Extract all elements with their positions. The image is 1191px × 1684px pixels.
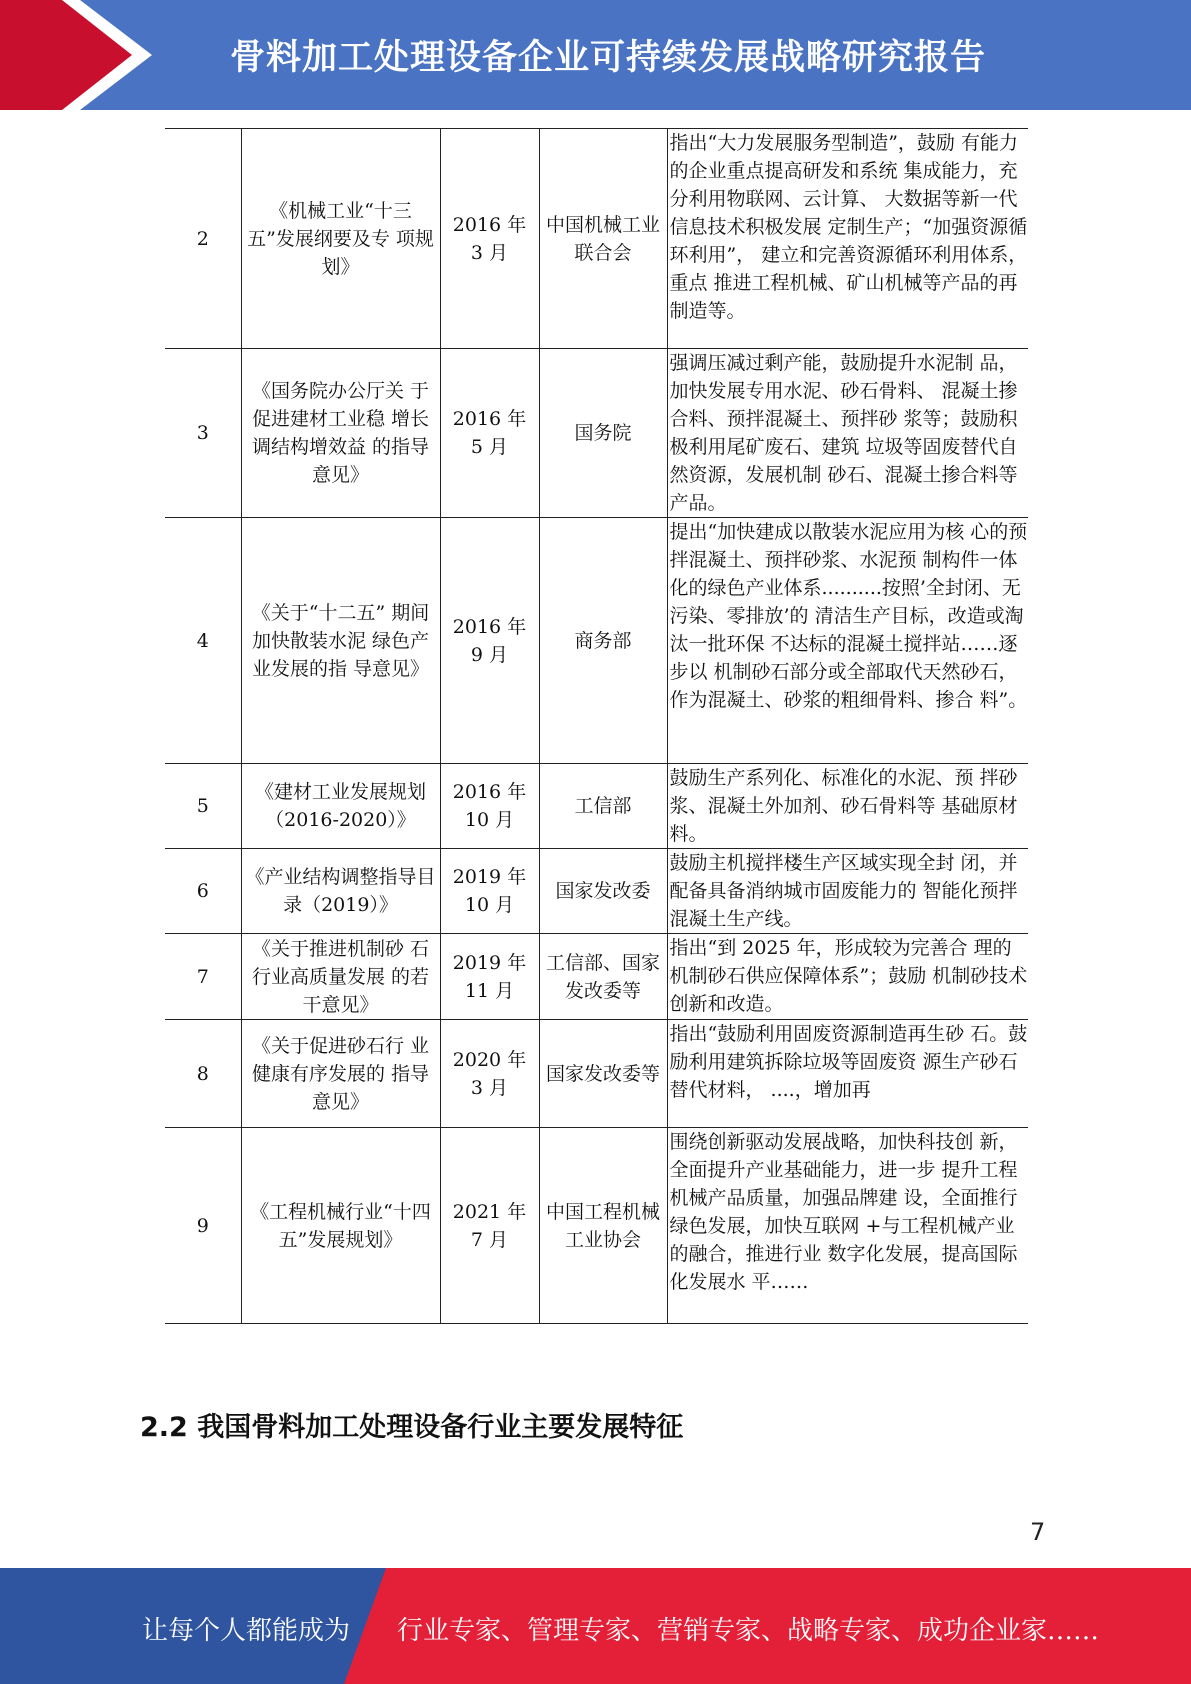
issue-date: 2021 年 7 月 (440, 1128, 539, 1324)
policy-title: 《关于促进砂石行 业健康有序发展的 指导意见》 (241, 1020, 440, 1128)
policy-content: 围绕创新驱动发展战略，加快科技创 新，全面提升产业基础能力，进一步 提升工程机械产品质量，加强品牌建 设，全面推行绿色发展，加快互联网 +与工程机械产业的融合，推进行业 数字化发展，提高国际化发展水 平…… (667, 1128, 1028, 1324)
issue-date: 2019 年 11 月 (440, 934, 539, 1020)
policy-content: 指出“鼓励利用固废资源制造再生砂 石。鼓励利用建筑拆除垃圾等固废资 源生产砂石替代材料， ....，增加再 (667, 1020, 1028, 1128)
report-title: 骨料加工处理设备企业可持续发展战略研究报告 (230, 38, 987, 78)
table-row (165, 934, 1028, 1020)
row-number: 7 (165, 934, 241, 1020)
table-row (165, 129, 1028, 349)
issuing-body: 中国工程机械工业协会 (539, 1128, 667, 1324)
footer-banner (0, 1568, 1191, 1684)
issue-date: 2016 年 5 月 (440, 349, 539, 518)
issue-date: 2016 年 10 月 (440, 764, 539, 849)
issuing-body: 国家发改委等 (539, 1020, 667, 1128)
issuing-body: 中国机械工业联合会 (539, 129, 667, 349)
issuing-body: 工信部 (539, 764, 667, 849)
policy-table (165, 128, 1028, 1324)
policy-content: 指出“到 2025 年，形成较为完善合 理的机制砂石供应保障体系”；鼓励 机制砂技术创新和改造。 (667, 934, 1028, 1020)
table-row (165, 1128, 1028, 1324)
issuing-body: 商务部 (539, 518, 667, 764)
table-row (165, 518, 1028, 764)
policy-content: 强调压减过剩产能，鼓励提升水泥制 品，加快发展专用水泥、砂石骨料、 混凝土掺合料、预拌混凝土、预拌砂 浆等；鼓励积极利用尾矿废石、建筑 垃圾等固废替代自然资源，发展机制 砂石、混凝土掺合料等产品。 (667, 349, 1028, 518)
table-row (165, 349, 1028, 518)
footer-slogan-left: 让每个人都能成为 (142, 1616, 351, 1646)
policy-title: 《关于“十二五” 期间加快散装水泥 绿色产业发展的指 导意见》 (241, 518, 440, 764)
row-number: 8 (165, 1020, 241, 1128)
policy-title: 《工程机械行业“十四五”发展规划》 (241, 1128, 440, 1324)
row-number: 6 (165, 849, 241, 934)
policy-content: 鼓励生产系列化、标准化的水泥、预 拌砂浆、混凝土外加剂、砂石骨料等 基础原材料。 (667, 764, 1028, 849)
policy-title: 《机械工业“十三五”发展纲要及专 项规划》 (241, 129, 440, 349)
header-banner (0, 0, 1191, 110)
issuing-body: 国家发改委 (539, 849, 667, 934)
table-row (165, 1020, 1028, 1128)
policy-title: 《产业结构调整指导目录（2019）》 (241, 849, 440, 934)
section-heading: 2.2 我国骨料加工处理设备行业主要发展特征 (140, 1412, 684, 1443)
footer-slogan-right: 行业专家、管理专家、营销专家、战略专家、成功企业家…… (397, 1616, 1100, 1646)
issue-date: 2016 年 3 月 (440, 129, 539, 349)
row-number: 5 (165, 764, 241, 849)
row-number: 4 (165, 518, 241, 764)
issue-date: 2019 年 10 月 (440, 849, 539, 934)
row-number: 2 (165, 129, 241, 349)
chevron-arrow-icon (0, 0, 160, 110)
policy-title: 《国务院办公厅关 于促进建材工业稳 增长调结构增效益 的指导意见》 (241, 349, 440, 518)
policy-title: 《建材工业发展规划（2016-2020）》 (241, 764, 440, 849)
row-number: 9 (165, 1128, 241, 1324)
page-number: 7 (1030, 1518, 1046, 1546)
issue-date: 2016 年 9 月 (440, 518, 539, 764)
issuing-body: 工信部、国家发改委等 (539, 934, 667, 1020)
table-row (165, 764, 1028, 849)
issue-date: 2020 年 3 月 (440, 1020, 539, 1128)
table-row (165, 849, 1028, 934)
policy-content: 鼓励主机搅拌楼生产区域实现全封 闭，并配备具备消纳城市固废能力的 智能化预拌混凝土生产线。 (667, 849, 1028, 934)
issuing-body: 国务院 (539, 349, 667, 518)
policy-content: 提出“加快建成以散装水泥应用为核 心的预拌混凝土、预拌砂浆、水泥预 制构件一体化的绿色产业体系..........按照’全封闭、无污染、零排放’的 清洁生产目标，改造或淘汰一批环保 不达标的混凝土搅拌站……逐步以 机制砂石部分或全部取代天然砂石， 作为混凝土、砂浆的粗细骨料、掺合 料”。 (667, 518, 1028, 764)
policy-title: 《关于推进机制砂 石行业高质量发展 的若干意见》 (241, 934, 440, 1020)
policy-content: 指出“大力发展服务型制造”，鼓励 有能力的企业重点提高研发和系统 集成能力，充分利用物联网、云计算、 大数据等新一代信息技术积极发展 定制生产；“加强资源循环利用”， 建立和完善资源循环利用体系，重点 推进工程机械、矿山机械等产品的再 制造等。 (667, 129, 1028, 349)
table-body (165, 129, 1028, 1324)
row-number: 3 (165, 349, 241, 518)
